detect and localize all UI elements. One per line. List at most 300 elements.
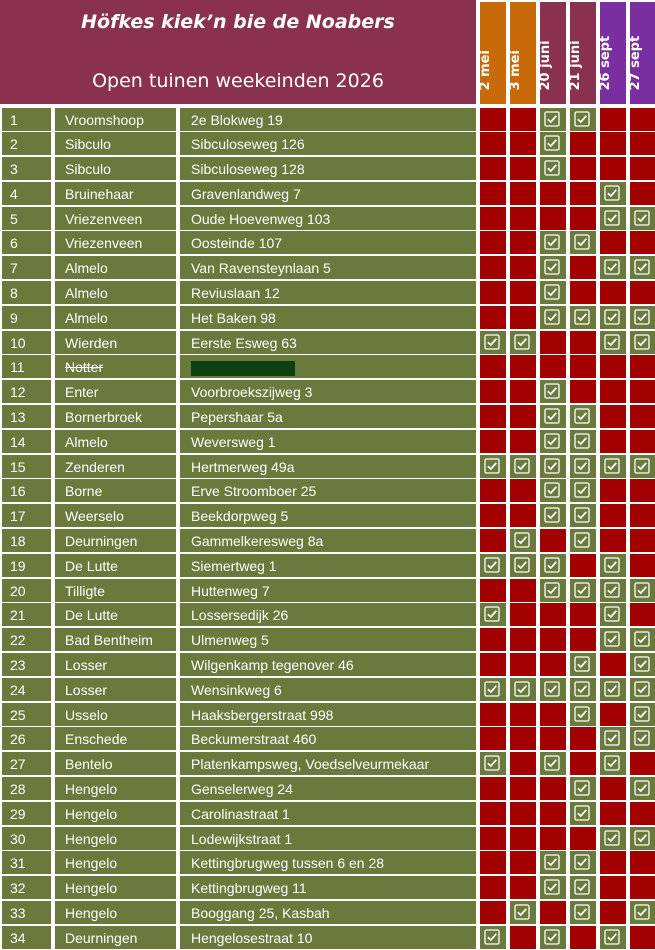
checkbox-check-icon — [544, 482, 560, 498]
place-cell: Hengelo — [55, 901, 176, 924]
place-cell: Vroomshoop — [55, 108, 176, 131]
table-row — [0, 206, 655, 231]
open-cell — [570, 851, 596, 874]
closed-cell — [570, 727, 596, 750]
address-cell — [180, 355, 476, 378]
open-cell — [540, 405, 566, 428]
closed-cell — [570, 355, 596, 378]
closed-cell — [540, 603, 566, 626]
address-cell: Booggang 25, Kasbah — [180, 901, 476, 924]
closed-cell — [600, 132, 626, 155]
place-cell: De Lutte — [55, 603, 176, 626]
closed-cell — [630, 504, 655, 527]
open-cell — [630, 703, 655, 726]
place-cell: Almelo — [55, 306, 176, 329]
row-number: 28 — [2, 777, 51, 800]
open-cell — [540, 108, 566, 131]
address-cell: Wensinkweg 6 — [180, 678, 476, 701]
closed-cell — [540, 827, 566, 850]
closed-cell — [600, 430, 626, 453]
open-cell — [480, 455, 506, 478]
closed-cell — [540, 653, 566, 676]
place-cell: Bruinehaar — [55, 182, 176, 205]
row-number: 8 — [2, 281, 51, 304]
date-header-label: 21 juni — [568, 40, 583, 91]
checkbox-check-icon — [634, 681, 650, 697]
checkbox-check-icon — [604, 334, 620, 350]
checkbox-check-icon — [604, 830, 620, 846]
checkbox-check-icon — [544, 929, 560, 945]
closed-cell — [480, 182, 506, 205]
checkbox-check-icon — [544, 557, 560, 573]
open-cell — [630, 256, 655, 279]
row-number: 24 — [2, 678, 51, 701]
row-number: 11 — [2, 355, 51, 378]
closed-cell — [630, 851, 655, 874]
address-cell: Voorbroekszijweg 3 — [180, 380, 476, 403]
open-cell — [510, 331, 536, 354]
checkbox-check-icon — [574, 706, 590, 722]
open-cell — [540, 926, 566, 949]
date-header-label: 20 juni — [538, 40, 553, 91]
closed-cell — [600, 405, 626, 428]
checkbox-check-icon — [574, 805, 590, 821]
closed-cell — [510, 579, 536, 602]
place-cell: Bad Bentheim — [55, 628, 176, 651]
place-cell: Hengelo — [55, 802, 176, 825]
open-cell — [540, 479, 566, 502]
checkbox-check-icon — [634, 830, 650, 846]
checkbox-check-icon — [484, 606, 500, 622]
open-cell — [630, 331, 655, 354]
open-cell — [510, 455, 536, 478]
address-cell: Hertmerweg 49a — [180, 455, 476, 478]
table-row — [0, 132, 655, 157]
closed-cell — [510, 628, 536, 651]
checkbox-check-icon — [544, 111, 560, 127]
checkbox-check-icon — [604, 582, 620, 598]
closed-cell — [510, 207, 536, 230]
checkbox-check-icon — [604, 929, 620, 945]
table-row — [0, 578, 655, 603]
checkbox-check-icon — [574, 904, 590, 920]
checkbox-check-icon — [544, 309, 560, 325]
address-cell: Wilgenkamp tegenover 46 — [180, 653, 476, 676]
closed-cell — [600, 876, 626, 899]
closed-cell — [630, 132, 655, 155]
row-number: 21 — [2, 603, 51, 626]
row-number: 22 — [2, 628, 51, 651]
checkbox-check-icon — [634, 582, 650, 598]
checkbox-check-icon — [604, 185, 620, 201]
row-number: 16 — [2, 479, 51, 502]
checkbox-check-icon — [574, 656, 590, 672]
row-number: 33 — [2, 901, 51, 924]
table-row — [0, 628, 655, 653]
place-cell: Deurningen — [55, 529, 176, 552]
closed-cell — [570, 157, 596, 180]
closed-cell — [480, 876, 506, 899]
closed-cell — [510, 504, 536, 527]
closed-cell — [570, 182, 596, 205]
table-row — [0, 107, 655, 132]
checkbox-check-icon — [574, 681, 590, 697]
place-cell: Losser — [55, 653, 176, 676]
open-cell — [570, 405, 596, 428]
table-row — [0, 305, 655, 330]
checkbox-check-icon — [634, 631, 650, 647]
checkbox-check-icon — [514, 557, 530, 573]
address-cell: Huttenweg 7 — [180, 579, 476, 602]
table-row — [0, 231, 655, 256]
closed-cell — [480, 529, 506, 552]
date-header-4 — [600, 2, 626, 104]
open-cell — [570, 504, 596, 527]
checkbox-check-icon — [544, 383, 560, 399]
place-cell: Notter — [55, 355, 176, 378]
checkbox-check-icon — [634, 309, 650, 325]
row-number: 7 — [2, 256, 51, 279]
place-cell: Tilligte — [55, 579, 176, 602]
address-cell: Lossersedijk 26 — [180, 603, 476, 626]
row-number: 34 — [2, 926, 51, 949]
closed-cell — [510, 306, 536, 329]
checkbox-check-icon — [634, 210, 650, 226]
address-cell: Genselerweg 24 — [180, 777, 476, 800]
checkbox-check-icon — [544, 433, 560, 449]
header — [0, 0, 476, 104]
table-row — [0, 380, 655, 405]
closed-cell — [480, 653, 506, 676]
open-cell — [600, 926, 626, 949]
closed-cell — [570, 827, 596, 850]
closed-cell — [630, 430, 655, 453]
checkbox-check-icon — [574, 111, 590, 127]
checkbox-check-icon — [574, 458, 590, 474]
checkbox-check-icon — [544, 284, 560, 300]
table-row — [0, 777, 655, 802]
checkbox-check-icon — [574, 482, 590, 498]
closed-cell — [480, 802, 506, 825]
closed-cell — [630, 926, 655, 949]
checkbox-check-icon — [574, 234, 590, 250]
open-cell — [480, 926, 506, 949]
row-number: 18 — [2, 529, 51, 552]
open-cell — [630, 306, 655, 329]
place-cell: Usselo — [55, 703, 176, 726]
closed-cell — [630, 876, 655, 899]
place-cell: Hengelo — [55, 827, 176, 850]
open-cell — [600, 455, 626, 478]
open-cell — [540, 579, 566, 602]
closed-cell — [480, 727, 506, 750]
closed-cell — [570, 603, 596, 626]
place-cell: Hengelo — [55, 876, 176, 899]
checkbox-check-icon — [604, 458, 620, 474]
checkbox-check-icon — [574, 780, 590, 796]
address-cell: Pepershaar 5a — [180, 405, 476, 428]
date-header-label: 2 mei — [478, 50, 493, 91]
closed-cell — [630, 405, 655, 428]
closed-cell — [510, 132, 536, 155]
row-number: 29 — [2, 802, 51, 825]
closed-cell — [510, 727, 536, 750]
closed-cell — [630, 752, 655, 775]
place-cell: Hengelo — [55, 851, 176, 874]
open-cell — [570, 653, 596, 676]
closed-cell — [600, 802, 626, 825]
open-cell — [540, 132, 566, 155]
closed-cell — [510, 380, 536, 403]
checkbox-check-icon — [634, 656, 650, 672]
closed-cell — [540, 355, 566, 378]
address-cell: Gravenlandweg 7 — [180, 182, 476, 205]
open-cell — [540, 678, 566, 701]
open-cell — [630, 827, 655, 850]
row-number: 4 — [2, 182, 51, 205]
address-cell: Oosteinde 107 — [180, 231, 476, 254]
address-cell: Kettingbrugweg 11 — [180, 876, 476, 899]
open-cell — [600, 727, 626, 750]
address-cell: Ulmenweg 5 — [180, 628, 476, 651]
checkbox-check-icon — [634, 259, 650, 275]
row-number: 15 — [2, 455, 51, 478]
row-number: 2 — [2, 132, 51, 155]
open-cell — [540, 256, 566, 279]
open-cell — [540, 157, 566, 180]
place-cell: Weerselo — [55, 504, 176, 527]
checkbox-check-icon — [484, 755, 500, 771]
date-header-1 — [510, 2, 536, 104]
place-cell: Enschede — [55, 727, 176, 750]
open-cell — [570, 479, 596, 502]
checkbox-check-icon — [604, 606, 620, 622]
closed-cell — [480, 777, 506, 800]
closed-cell — [510, 603, 536, 626]
open-cell — [600, 827, 626, 850]
open-cell — [480, 554, 506, 577]
address-cell: Eerste Esweg 63 — [180, 331, 476, 354]
closed-cell — [630, 182, 655, 205]
checkbox-check-icon — [634, 334, 650, 350]
address-cell: 2e Blokweg 19 — [180, 108, 476, 131]
open-cell — [510, 678, 536, 701]
closed-cell — [480, 851, 506, 874]
open-cell — [600, 207, 626, 230]
closed-cell — [510, 108, 536, 131]
closed-cell — [480, 579, 506, 602]
open-cell — [480, 752, 506, 775]
open-cell — [600, 603, 626, 626]
open-cell — [570, 901, 596, 924]
checkbox-check-icon — [604, 309, 620, 325]
checkbox-check-icon — [484, 458, 500, 474]
address-cell: Oude Hoevenweg 103 — [180, 207, 476, 230]
table-row — [0, 702, 655, 727]
closed-cell — [540, 529, 566, 552]
checkbox-check-icon — [634, 458, 650, 474]
row-number: 23 — [2, 653, 51, 676]
checkbox-check-icon — [544, 507, 560, 523]
checkbox-check-icon — [514, 532, 530, 548]
date-header-3 — [570, 2, 596, 104]
open-cell — [540, 231, 566, 254]
table-row — [0, 181, 655, 206]
closed-cell — [480, 380, 506, 403]
date-header-5 — [630, 2, 655, 104]
open-cell — [570, 876, 596, 899]
closed-cell — [480, 827, 506, 850]
closed-cell — [480, 901, 506, 924]
checkbox-check-icon — [514, 458, 530, 474]
place-cell: Wierden — [55, 331, 176, 354]
row-number: 10 — [2, 331, 51, 354]
table-row — [0, 677, 655, 702]
open-cell — [600, 256, 626, 279]
address-cell: Haaksbergerstraat 998 — [180, 703, 476, 726]
open-cell — [480, 331, 506, 354]
closed-cell — [510, 851, 536, 874]
closed-cell — [510, 157, 536, 180]
row-number: 13 — [2, 405, 51, 428]
row-number: 6 — [2, 231, 51, 254]
open-cell — [600, 182, 626, 205]
closed-cell — [570, 281, 596, 304]
closed-cell — [600, 355, 626, 378]
table-row — [0, 653, 655, 678]
address-cell: Weversweg 1 — [180, 430, 476, 453]
closed-cell — [480, 628, 506, 651]
open-cell — [510, 554, 536, 577]
closed-cell — [540, 628, 566, 651]
closed-cell — [600, 479, 626, 502]
open-cell — [540, 752, 566, 775]
closed-cell — [510, 777, 536, 800]
closed-cell — [630, 281, 655, 304]
checkbox-check-icon — [604, 631, 620, 647]
checkbox-check-icon — [604, 681, 620, 697]
page-subtitle: Open tuinen weekeinden 2026 — [92, 70, 384, 92]
place-cell: De Lutte — [55, 554, 176, 577]
open-cell — [510, 901, 536, 924]
open-cell — [540, 504, 566, 527]
open-cell — [540, 554, 566, 577]
table-row — [0, 330, 655, 355]
checkbox-check-icon — [574, 582, 590, 598]
closed-cell — [600, 777, 626, 800]
closed-cell — [540, 331, 566, 354]
closed-cell — [510, 405, 536, 428]
table-row — [0, 901, 655, 926]
table-row — [0, 157, 655, 182]
closed-cell — [540, 777, 566, 800]
closed-cell — [510, 653, 536, 676]
checkbox-check-icon — [634, 780, 650, 796]
address-cell: Kettingbrugweg tussen 6 en 28 — [180, 851, 476, 874]
place-cell: Enter — [55, 380, 176, 403]
closed-cell — [630, 157, 655, 180]
closed-cell — [480, 207, 506, 230]
place-cell: Bornerbroek — [55, 405, 176, 428]
closed-cell — [510, 827, 536, 850]
checkbox-check-icon — [544, 160, 560, 176]
closed-cell — [540, 703, 566, 726]
checkbox-check-icon — [574, 879, 590, 895]
address-cell: Sibculoseweg 128 — [180, 157, 476, 180]
open-cell — [510, 529, 536, 552]
table-row — [0, 925, 655, 950]
closed-cell — [480, 479, 506, 502]
address-cell: Van Ravensteynlaan 5 — [180, 256, 476, 279]
address-cell: Reviuslaan 12 — [180, 281, 476, 304]
open-cell — [540, 380, 566, 403]
open-cell — [600, 678, 626, 701]
closed-cell — [630, 108, 655, 131]
checkbox-check-icon — [574, 854, 590, 870]
open-cell — [540, 430, 566, 453]
address-cell: Platenkampsweg, Voedselveurmekaar — [180, 752, 476, 775]
table-row — [0, 801, 655, 826]
row-number: 5 — [2, 207, 51, 230]
table-row — [0, 256, 655, 281]
table-row — [0, 752, 655, 777]
checkbox-check-icon — [574, 309, 590, 325]
open-cell — [570, 108, 596, 131]
table-row — [0, 727, 655, 752]
closed-cell — [570, 331, 596, 354]
closed-cell — [570, 628, 596, 651]
closed-cell — [540, 207, 566, 230]
closed-cell — [570, 207, 596, 230]
closed-cell — [510, 752, 536, 775]
table-row — [0, 454, 655, 479]
closed-cell — [630, 380, 655, 403]
table-row — [0, 405, 655, 430]
closed-cell — [600, 157, 626, 180]
place-cell: Deurningen — [55, 926, 176, 949]
table-row — [0, 479, 655, 504]
closed-cell — [570, 256, 596, 279]
open-cell — [600, 554, 626, 577]
checkbox-check-icon — [544, 135, 560, 151]
closed-cell — [630, 554, 655, 577]
closed-cell — [540, 901, 566, 924]
table-row — [0, 826, 655, 851]
open-cell — [630, 579, 655, 602]
closed-cell — [630, 479, 655, 502]
open-cell — [600, 628, 626, 651]
checkbox-check-icon — [544, 582, 560, 598]
checkbox-check-icon — [544, 458, 560, 474]
address-cell: Erve Stroomboer 25 — [180, 479, 476, 502]
closed-cell — [480, 405, 506, 428]
closed-cell — [600, 653, 626, 676]
checkbox-check-icon — [544, 259, 560, 275]
closed-cell — [510, 876, 536, 899]
closed-cell — [630, 802, 655, 825]
place-cell: Sibculo — [55, 157, 176, 180]
checkbox-check-icon — [634, 706, 650, 722]
date-header-0 — [480, 2, 506, 104]
open-cell — [630, 901, 655, 924]
place-cell: Bentelo — [55, 752, 176, 775]
checkbox-check-icon — [514, 681, 530, 697]
address-cell: Sibculoseweg 126 — [180, 132, 476, 155]
closed-cell — [510, 355, 536, 378]
row-number: 30 — [2, 827, 51, 850]
table-row — [0, 553, 655, 578]
checkbox-check-icon — [574, 408, 590, 424]
